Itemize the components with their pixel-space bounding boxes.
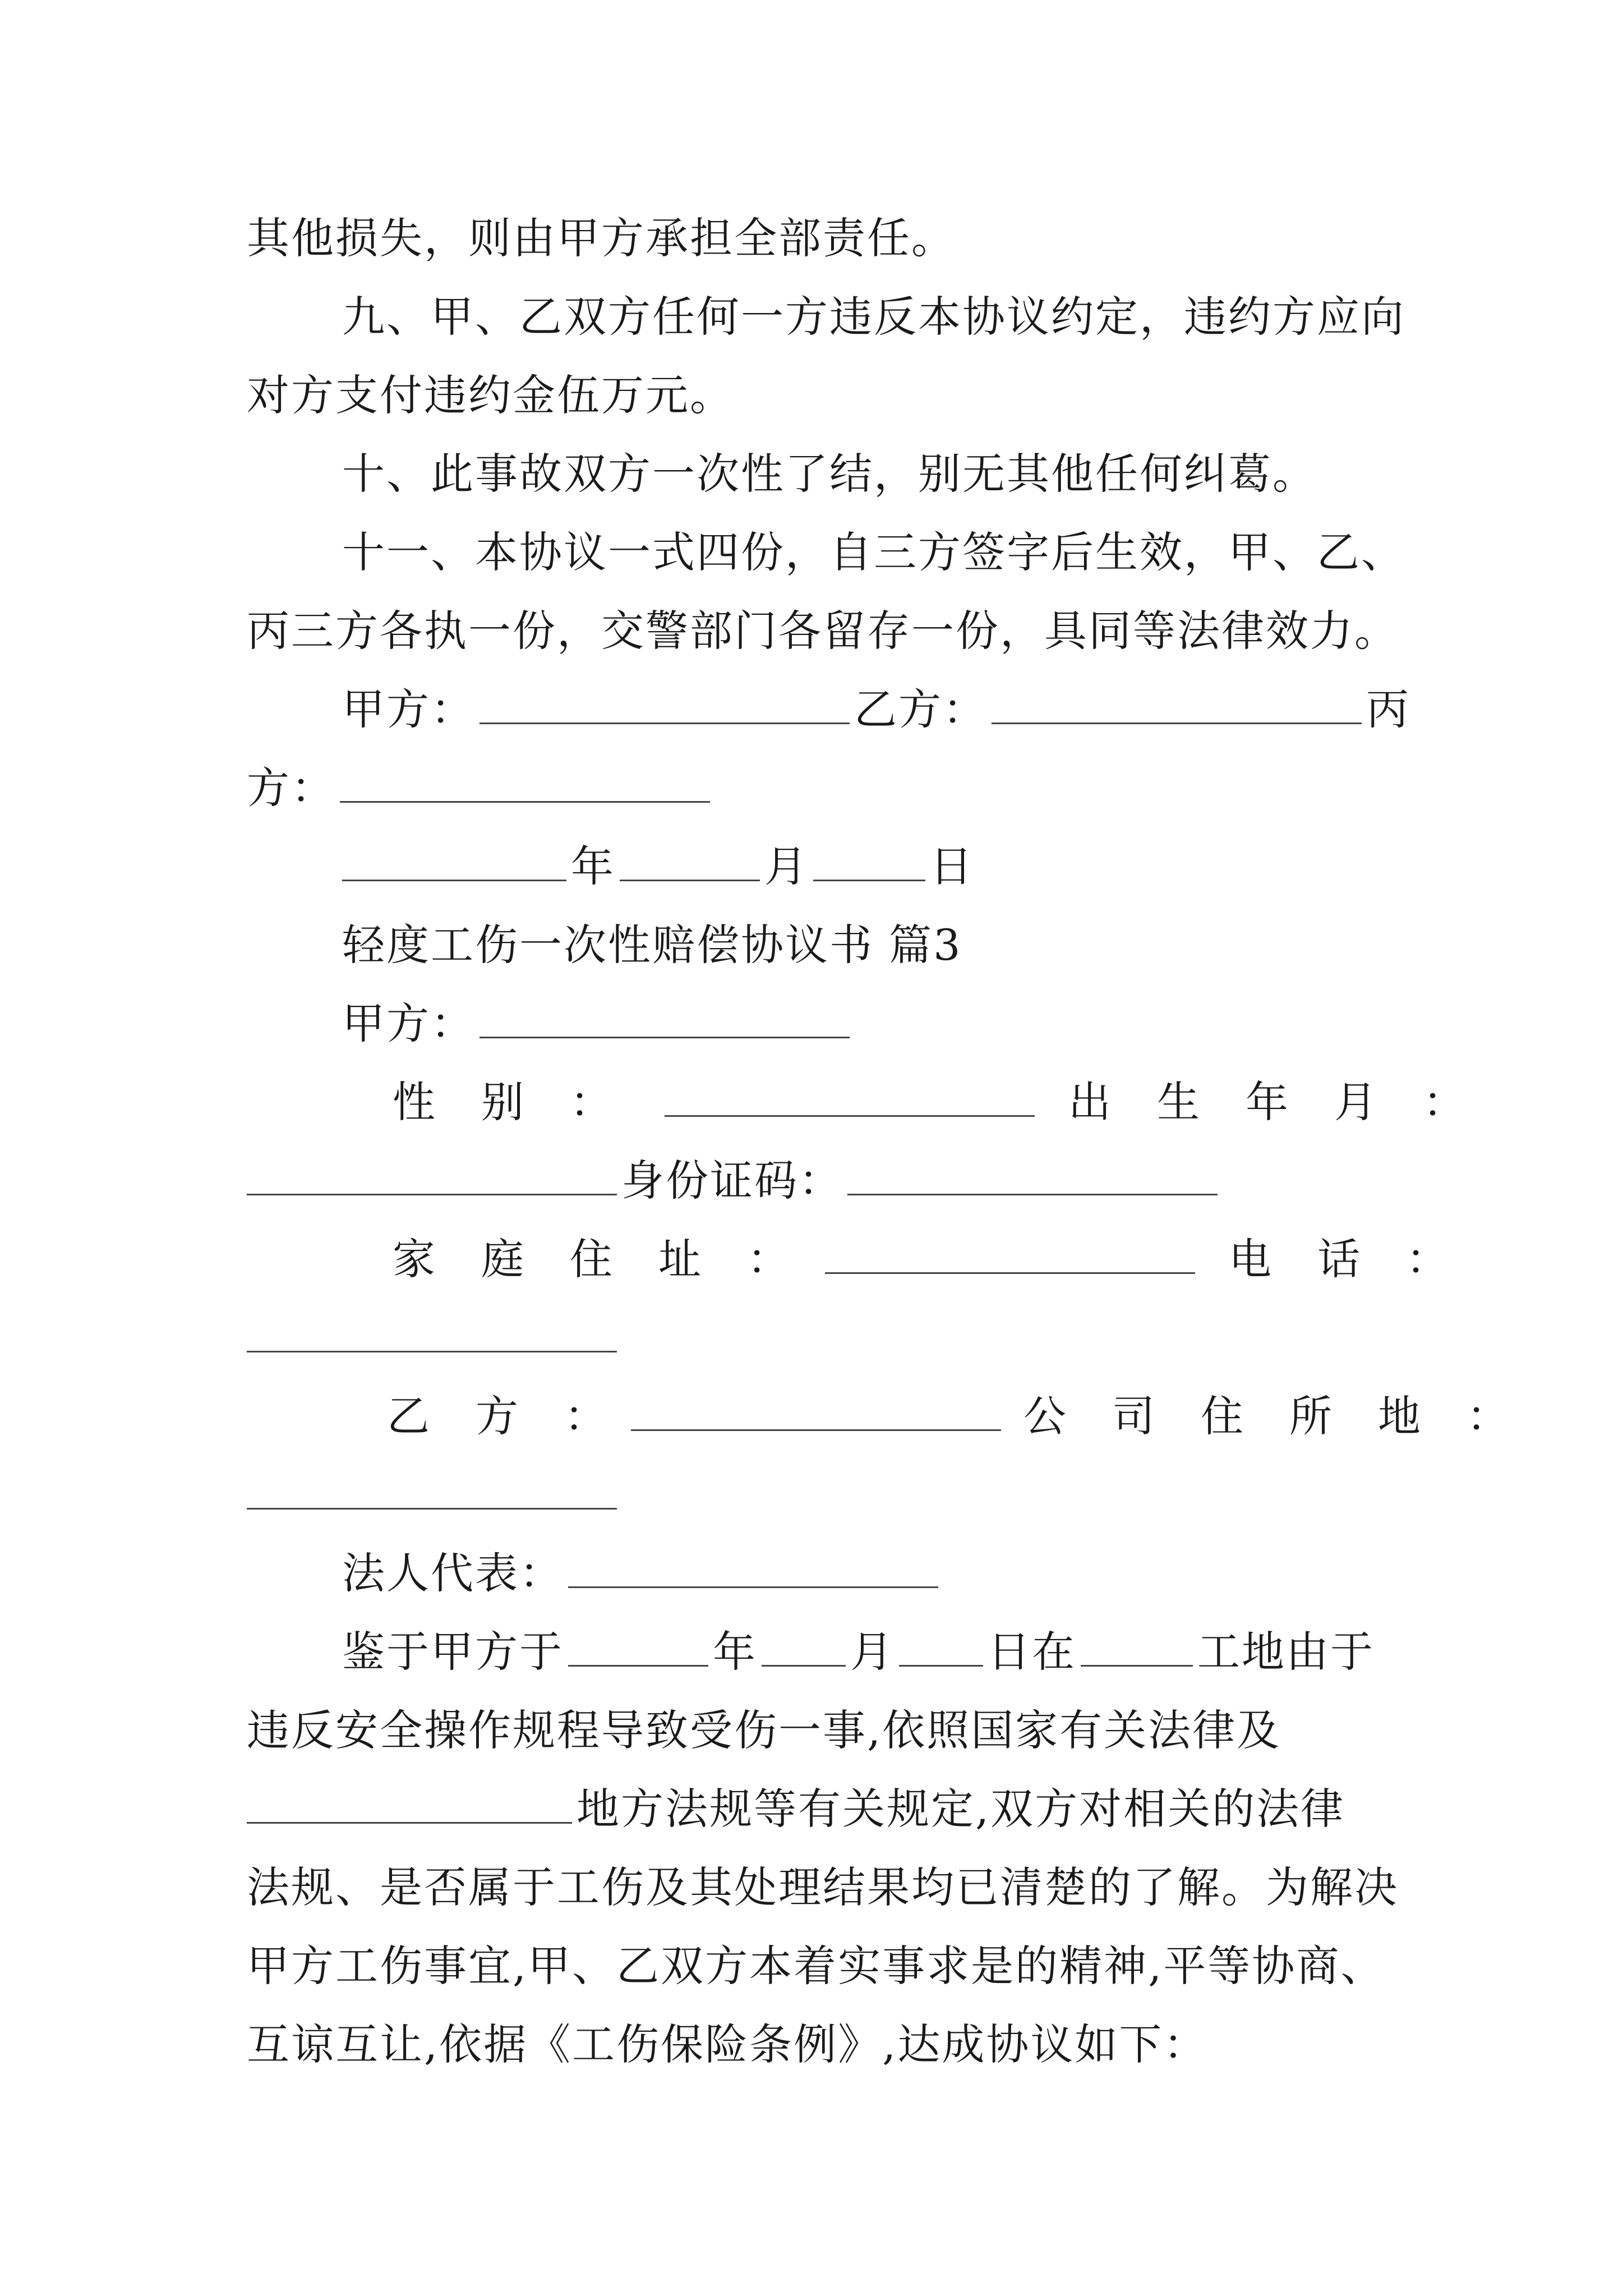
gender-label: 性 别 ： bbox=[393, 1077, 614, 1127]
worksite-blank bbox=[1081, 1621, 1193, 1667]
line-1-text: 其他损失，则由甲方承担全部责任。 bbox=[247, 213, 956, 263]
sign-party-a-blank bbox=[479, 679, 850, 724]
line-5-text: 十一、本协议一式四份，自三方签字后生效，甲、乙、 bbox=[342, 527, 1405, 577]
date-year-blank bbox=[342, 836, 566, 881]
paragraph-line-2 bbox=[247, 1691, 1391, 1770]
accident-month-blank bbox=[762, 1621, 846, 1667]
para-4-text: 法规、是否属于工伤及其处理结果均已清楚的了解。为解决 bbox=[247, 1862, 1399, 1912]
sign-party-a-label: 甲方： bbox=[342, 684, 475, 734]
id-blank bbox=[847, 1150, 1218, 1195]
para-1-a: 鉴于甲方于 bbox=[342, 1627, 564, 1677]
para-3-text: 地方法规等有关规定,双方对相关的法律 bbox=[577, 1784, 1345, 1834]
date-day-blank bbox=[813, 836, 925, 881]
party-a-blank bbox=[479, 993, 850, 1038]
gender-birth-line bbox=[393, 1063, 1467, 1142]
para-1-d: 日在 bbox=[988, 1627, 1076, 1677]
text-line-2 bbox=[342, 278, 1405, 356]
birth-blank bbox=[247, 1150, 617, 1195]
phone-label: 电 话 ： bbox=[1229, 1234, 1450, 1284]
date-month-blank bbox=[620, 836, 760, 881]
paragraph-line-6 bbox=[247, 2005, 1391, 2084]
date-line bbox=[342, 827, 1391, 906]
party-b-label: 乙 方 ： bbox=[387, 1391, 608, 1441]
sign-party-b-label: 乙方： bbox=[854, 684, 987, 734]
company-address-label: 公 司 住 所 地 ： bbox=[1023, 1391, 1511, 1441]
accident-year-blank bbox=[568, 1621, 708, 1667]
line-6-text: 丙三方各执一份，交警部门各留存一份，具同等法律效力。 bbox=[247, 606, 1399, 656]
company-address-blank-line bbox=[247, 1456, 1391, 1534]
id-label: 身份证码： bbox=[621, 1156, 843, 1205]
id-line bbox=[247, 1142, 1391, 1220]
sign-party-c-label-end: 方： bbox=[247, 763, 335, 813]
sign-party-c-blank bbox=[340, 757, 710, 803]
para-1-e: 工地由于 bbox=[1197, 1627, 1375, 1677]
region-blank bbox=[247, 1778, 572, 1824]
sign-party-c-label-start: 丙 bbox=[1366, 684, 1410, 734]
date-year-label: 年 bbox=[571, 841, 615, 891]
signature-line-2 bbox=[247, 749, 1391, 827]
paragraph-line-3 bbox=[247, 1770, 1391, 1848]
party-a-label: 甲方： bbox=[342, 999, 475, 1048]
sign-party-b-blank bbox=[992, 679, 1362, 724]
para-2-text: 违反安全操作规程导致受伤一事,依照国家有关法律及 bbox=[247, 1705, 1281, 1755]
legal-rep-label: 法人代表： bbox=[342, 1548, 564, 1598]
text-line-3 bbox=[247, 356, 1391, 435]
line-2-text: 九、甲、乙双方任何一方违反本协议约定，违约方应向 bbox=[342, 292, 1405, 342]
date-day-label: 日 bbox=[930, 841, 974, 891]
line-4-text: 十、此事故双方一次性了结，别无其他任何纠葛。 bbox=[342, 449, 1317, 499]
para-1-b: 年 bbox=[713, 1627, 757, 1677]
address-label: 家 庭 住 址 ： bbox=[393, 1234, 791, 1284]
address-blank bbox=[825, 1228, 1195, 1274]
gender-blank bbox=[665, 1071, 1035, 1117]
section-title-text: 轻度工伤一次性赔偿协议书 篇3 bbox=[342, 920, 962, 970]
address-phone-line bbox=[393, 1220, 1450, 1299]
paragraph-line-5 bbox=[247, 1927, 1391, 2005]
company-address-blank bbox=[247, 1464, 617, 1510]
paragraph-line-1 bbox=[342, 1613, 1391, 1691]
date-month-label: 月 bbox=[764, 841, 809, 891]
accident-day-blank bbox=[899, 1621, 983, 1667]
party-b-blank bbox=[631, 1386, 1001, 1431]
text-line-4 bbox=[342, 435, 1391, 513]
birth-label: 出 生 年 月 ： bbox=[1068, 1077, 1467, 1127]
party-b-line bbox=[387, 1377, 1511, 1456]
text-line-5 bbox=[342, 513, 1405, 592]
text-line-1 bbox=[247, 199, 1391, 278]
para-6-text: 互谅互让,依据《工伤保险条例》,达成协议如下： bbox=[247, 2019, 1208, 2069]
signature-line bbox=[342, 670, 1410, 749]
phone-blank bbox=[247, 1307, 617, 1352]
legal-rep-line bbox=[342, 1534, 1391, 1613]
text-line-6 bbox=[247, 592, 1399, 670]
para-1-c: 月 bbox=[850, 1627, 895, 1677]
phone-blank-line bbox=[247, 1299, 1391, 1377]
para-5-text: 甲方工伤事宜,甲、乙双方本着实事求是的精神,平等协商、 bbox=[247, 1941, 1385, 1991]
legal-rep-blank bbox=[568, 1543, 938, 1588]
party-a-line bbox=[342, 984, 1391, 1063]
section-title bbox=[342, 906, 1391, 984]
line-3-text: 对方支付违约金伍万元。 bbox=[247, 370, 734, 420]
paragraph-line-4 bbox=[247, 1848, 1399, 1927]
